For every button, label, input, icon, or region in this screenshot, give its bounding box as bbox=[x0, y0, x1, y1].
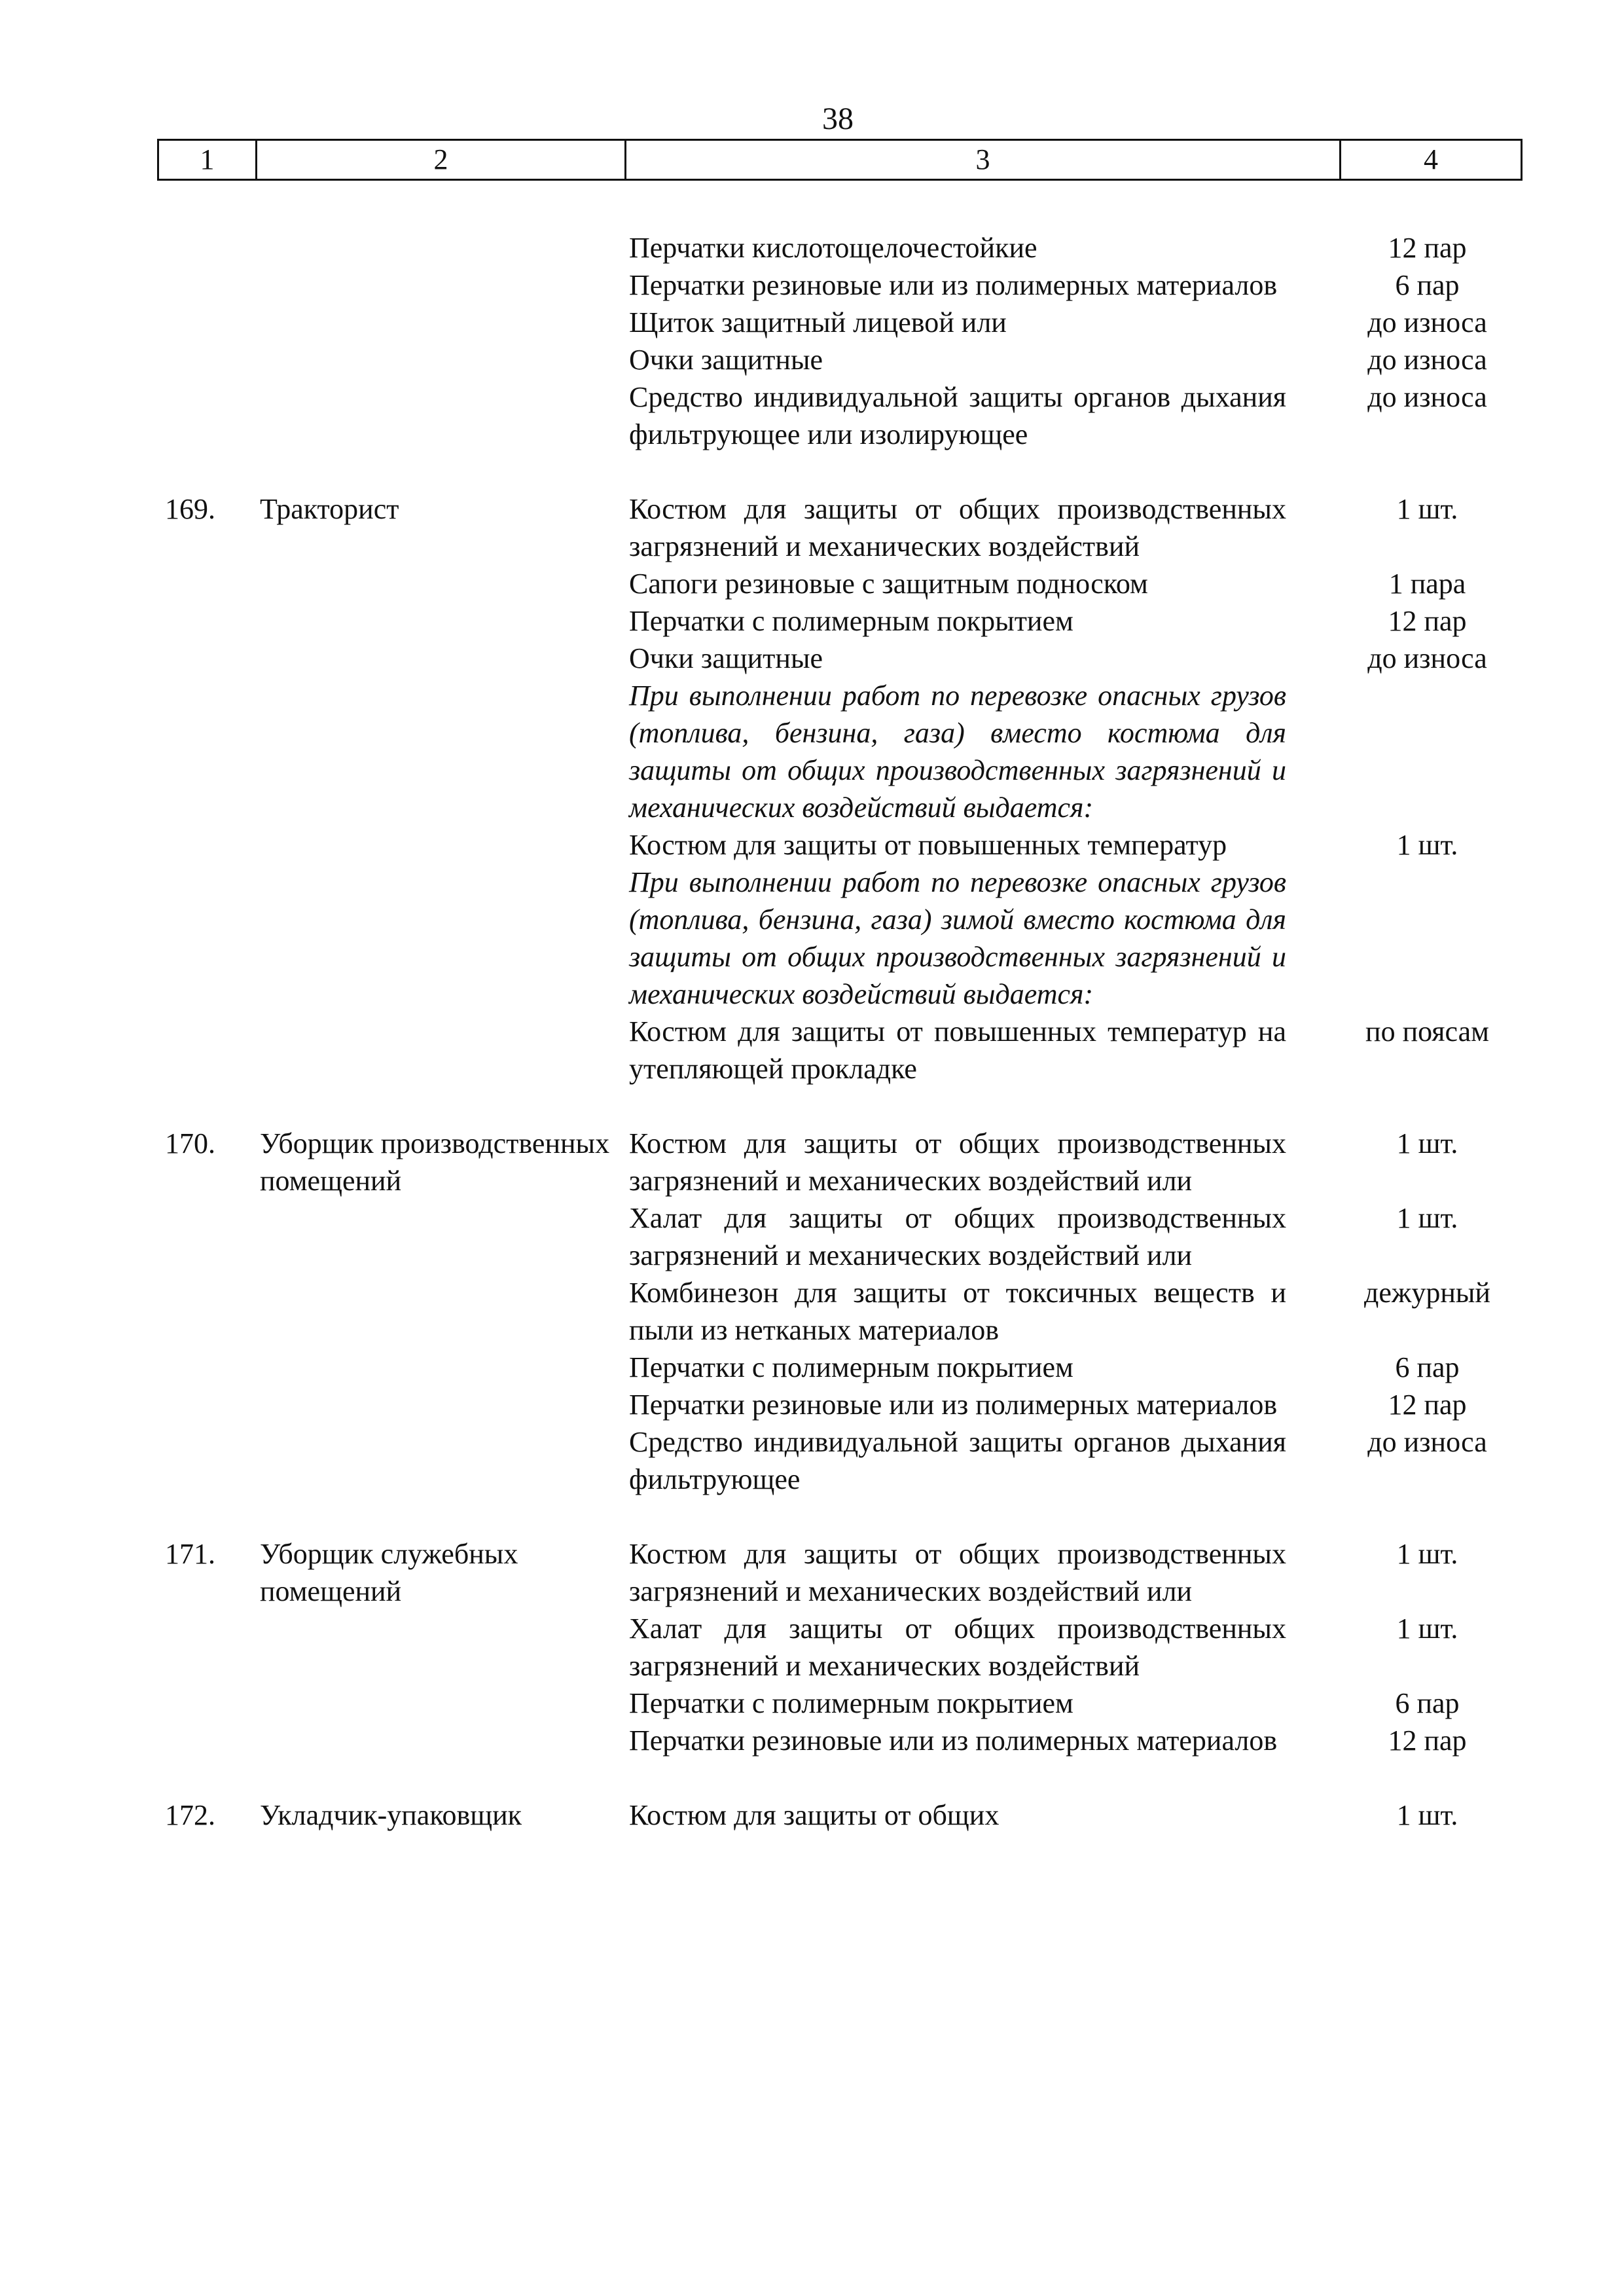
ppe-item-norm: по поясам bbox=[1365, 1015, 1489, 1048]
table-row bbox=[157, 229, 1523, 453]
ppe-item-norm: до износа bbox=[1367, 642, 1487, 674]
ppe-item-name: Халат для защиты от общих производственных загрязнений и механических воздействий bbox=[629, 1613, 1286, 1682]
ppe-item-norm: до износа bbox=[1367, 1426, 1487, 1458]
ppe-item bbox=[622, 1610, 1523, 1685]
ppe-item-norm: 1 пара bbox=[1388, 568, 1466, 600]
header-col-2: 2 bbox=[255, 141, 624, 179]
issue-note: При выполнении работ по перевозке опасных грузов (топлива, бензина, газа) вместо костюма для защиты от общих производственных загрязнений и механических воздействий выдается: bbox=[629, 680, 1286, 824]
ppe-item-name: Сапоги резиновые с защитным подноском bbox=[629, 568, 1148, 600]
ppe-item-norm: до износа bbox=[1367, 344, 1487, 376]
ppe-item bbox=[622, 1199, 1523, 1274]
ppe-item bbox=[622, 378, 1523, 453]
ppe-item-name: Костюм для защиты от повышенных температур на утепляющей прокладке bbox=[629, 1015, 1286, 1085]
ppe-item-name: Перчатки с полимерным покрытием bbox=[629, 605, 1073, 637]
ppe-item-name: Костюм для защиты от общих производственных загрязнений и механических воздействий bbox=[629, 493, 1286, 562]
ppe-item bbox=[622, 341, 1523, 378]
table-header bbox=[157, 139, 1523, 181]
ppe-item-norm: 1 шт. bbox=[1396, 1538, 1458, 1570]
row-number: 172. bbox=[165, 1799, 215, 1831]
ppe-item-name: Перчатки кислотощелочестойкие bbox=[629, 232, 1037, 264]
ppe-item-norm: до износа bbox=[1367, 381, 1487, 413]
row-number: 171. bbox=[165, 1538, 215, 1570]
ppe-item bbox=[622, 304, 1523, 341]
page-number: 38 bbox=[822, 101, 854, 136]
ppe-item-name: Костюм для защиты от общих производственных загрязнений и механических воздействий или bbox=[629, 1127, 1286, 1197]
ppe-item-name: Костюм для защиты от повышенных температур bbox=[629, 829, 1227, 861]
header-col-1: 1 bbox=[200, 143, 215, 175]
ppe-item bbox=[622, 640, 1523, 677]
table-body bbox=[157, 229, 1523, 1834]
profession-name: Уборщик производственных помещений bbox=[260, 1127, 610, 1197]
ppe-item-norm: дежурный bbox=[1364, 1277, 1490, 1309]
table-row bbox=[157, 1535, 1523, 1759]
ppe-item-norm: 1 шт. bbox=[1396, 1613, 1458, 1645]
row-number: 170. bbox=[165, 1127, 215, 1159]
row-number: 169. bbox=[165, 493, 215, 525]
ppe-item-name: Очки защитные bbox=[629, 344, 823, 376]
ppe-item bbox=[622, 1423, 1523, 1498]
ppe-item-norm: 6 пар bbox=[1395, 1687, 1460, 1719]
ppe-item-name: Комбинезон для защиты от токсичных веществ и пыли из нетканых материалов bbox=[629, 1277, 1286, 1346]
ppe-item-name: Щиток защитный лицевой или bbox=[629, 306, 1007, 338]
ppe-item-name: Средство индивидуальной защиты органов дыхания фильтрующее или изолирующее bbox=[629, 381, 1286, 450]
ppe-item-name: Перчатки резиновые или из полимерных материалов bbox=[629, 1724, 1278, 1757]
ppe-item bbox=[622, 1274, 1523, 1349]
ppe-list bbox=[622, 1535, 1523, 1759]
table-row bbox=[157, 490, 1523, 1087]
ppe-item-norm: 6 пар bbox=[1395, 1351, 1460, 1383]
ppe-item bbox=[622, 1796, 1523, 1834]
ppe-item-norm: 1 шт. bbox=[1396, 1799, 1458, 1831]
ppe-item bbox=[622, 490, 1523, 565]
ppe-item-norm: 12 пар bbox=[1388, 1724, 1467, 1757]
ppe-item-name: Перчатки резиновые или из полимерных материалов bbox=[629, 1389, 1278, 1421]
ppe-item-norm: 1 шт. bbox=[1396, 1127, 1458, 1159]
ppe-item bbox=[622, 1386, 1523, 1423]
table-row bbox=[157, 1796, 1523, 1834]
ppe-item-norm: 12 пар bbox=[1388, 232, 1467, 264]
ppe-item-name: Очки защитные bbox=[629, 642, 823, 674]
ppe-item-norm: 12 пар bbox=[1388, 605, 1467, 637]
ppe-item-norm: до износа bbox=[1367, 306, 1487, 338]
header-col-3: 3 bbox=[624, 141, 1339, 179]
ppe-list bbox=[622, 490, 1523, 1087]
ppe-list bbox=[622, 229, 1523, 453]
ppe-item-name: Перчатки с полимерным покрытием bbox=[629, 1351, 1073, 1383]
ppe-item-norm: 1 шт. bbox=[1396, 1202, 1458, 1234]
ppe-item bbox=[622, 1535, 1523, 1610]
ppe-item-name: Костюм для защиты от общих производственных загрязнений и механических воздействий или bbox=[629, 1538, 1286, 1607]
profession-name: Уборщик служебных помещений bbox=[260, 1538, 518, 1607]
ppe-item bbox=[622, 1125, 1523, 1199]
ppe-item bbox=[622, 565, 1523, 602]
ppe-item-name: Перчатки с полимерным покрытием bbox=[629, 1687, 1073, 1719]
ppe-item-norm: 6 пар bbox=[1395, 269, 1460, 301]
header-col-4: 4 bbox=[1339, 141, 1521, 179]
ppe-list bbox=[622, 1796, 1523, 1834]
ppe-item-name: Халат для защиты от общих производственных загрязнений и механических воздействий или bbox=[629, 1202, 1286, 1271]
ppe-item-name: Костюм для защиты от общих bbox=[629, 1799, 1000, 1831]
ppe-item bbox=[622, 602, 1523, 640]
ppe-item-name: Перчатки резиновые или из полимерных материалов bbox=[629, 269, 1278, 301]
ppe-item bbox=[622, 1685, 1523, 1722]
ppe-item bbox=[622, 1349, 1523, 1386]
ppe-item-norm: 1 шт. bbox=[1396, 829, 1458, 861]
profession-name: Укладчик-упаковщик bbox=[260, 1799, 522, 1831]
issue-note: При выполнении работ по перевозке опасных грузов (топлива, бензина, газа) зимой вместо костюма для защиты от общих производственных загрязнений и механических воздействий выдается: bbox=[629, 866, 1286, 1010]
ppe-item-norm: 1 шт. bbox=[1396, 493, 1458, 525]
ppe-item bbox=[622, 229, 1523, 266]
ppe-item bbox=[622, 1722, 1523, 1759]
ppe-item bbox=[622, 266, 1523, 304]
ppe-list bbox=[622, 1125, 1523, 1498]
profession-name: Тракторист bbox=[260, 493, 399, 525]
ppe-item-name: Средство индивидуальной защиты органов дыхания фильтрующее bbox=[629, 1426, 1286, 1495]
ppe-item bbox=[622, 826, 1523, 864]
ppe-item-norm: 12 пар bbox=[1388, 1389, 1467, 1421]
ppe-item bbox=[622, 1013, 1523, 1087]
table-row bbox=[157, 1125, 1523, 1498]
